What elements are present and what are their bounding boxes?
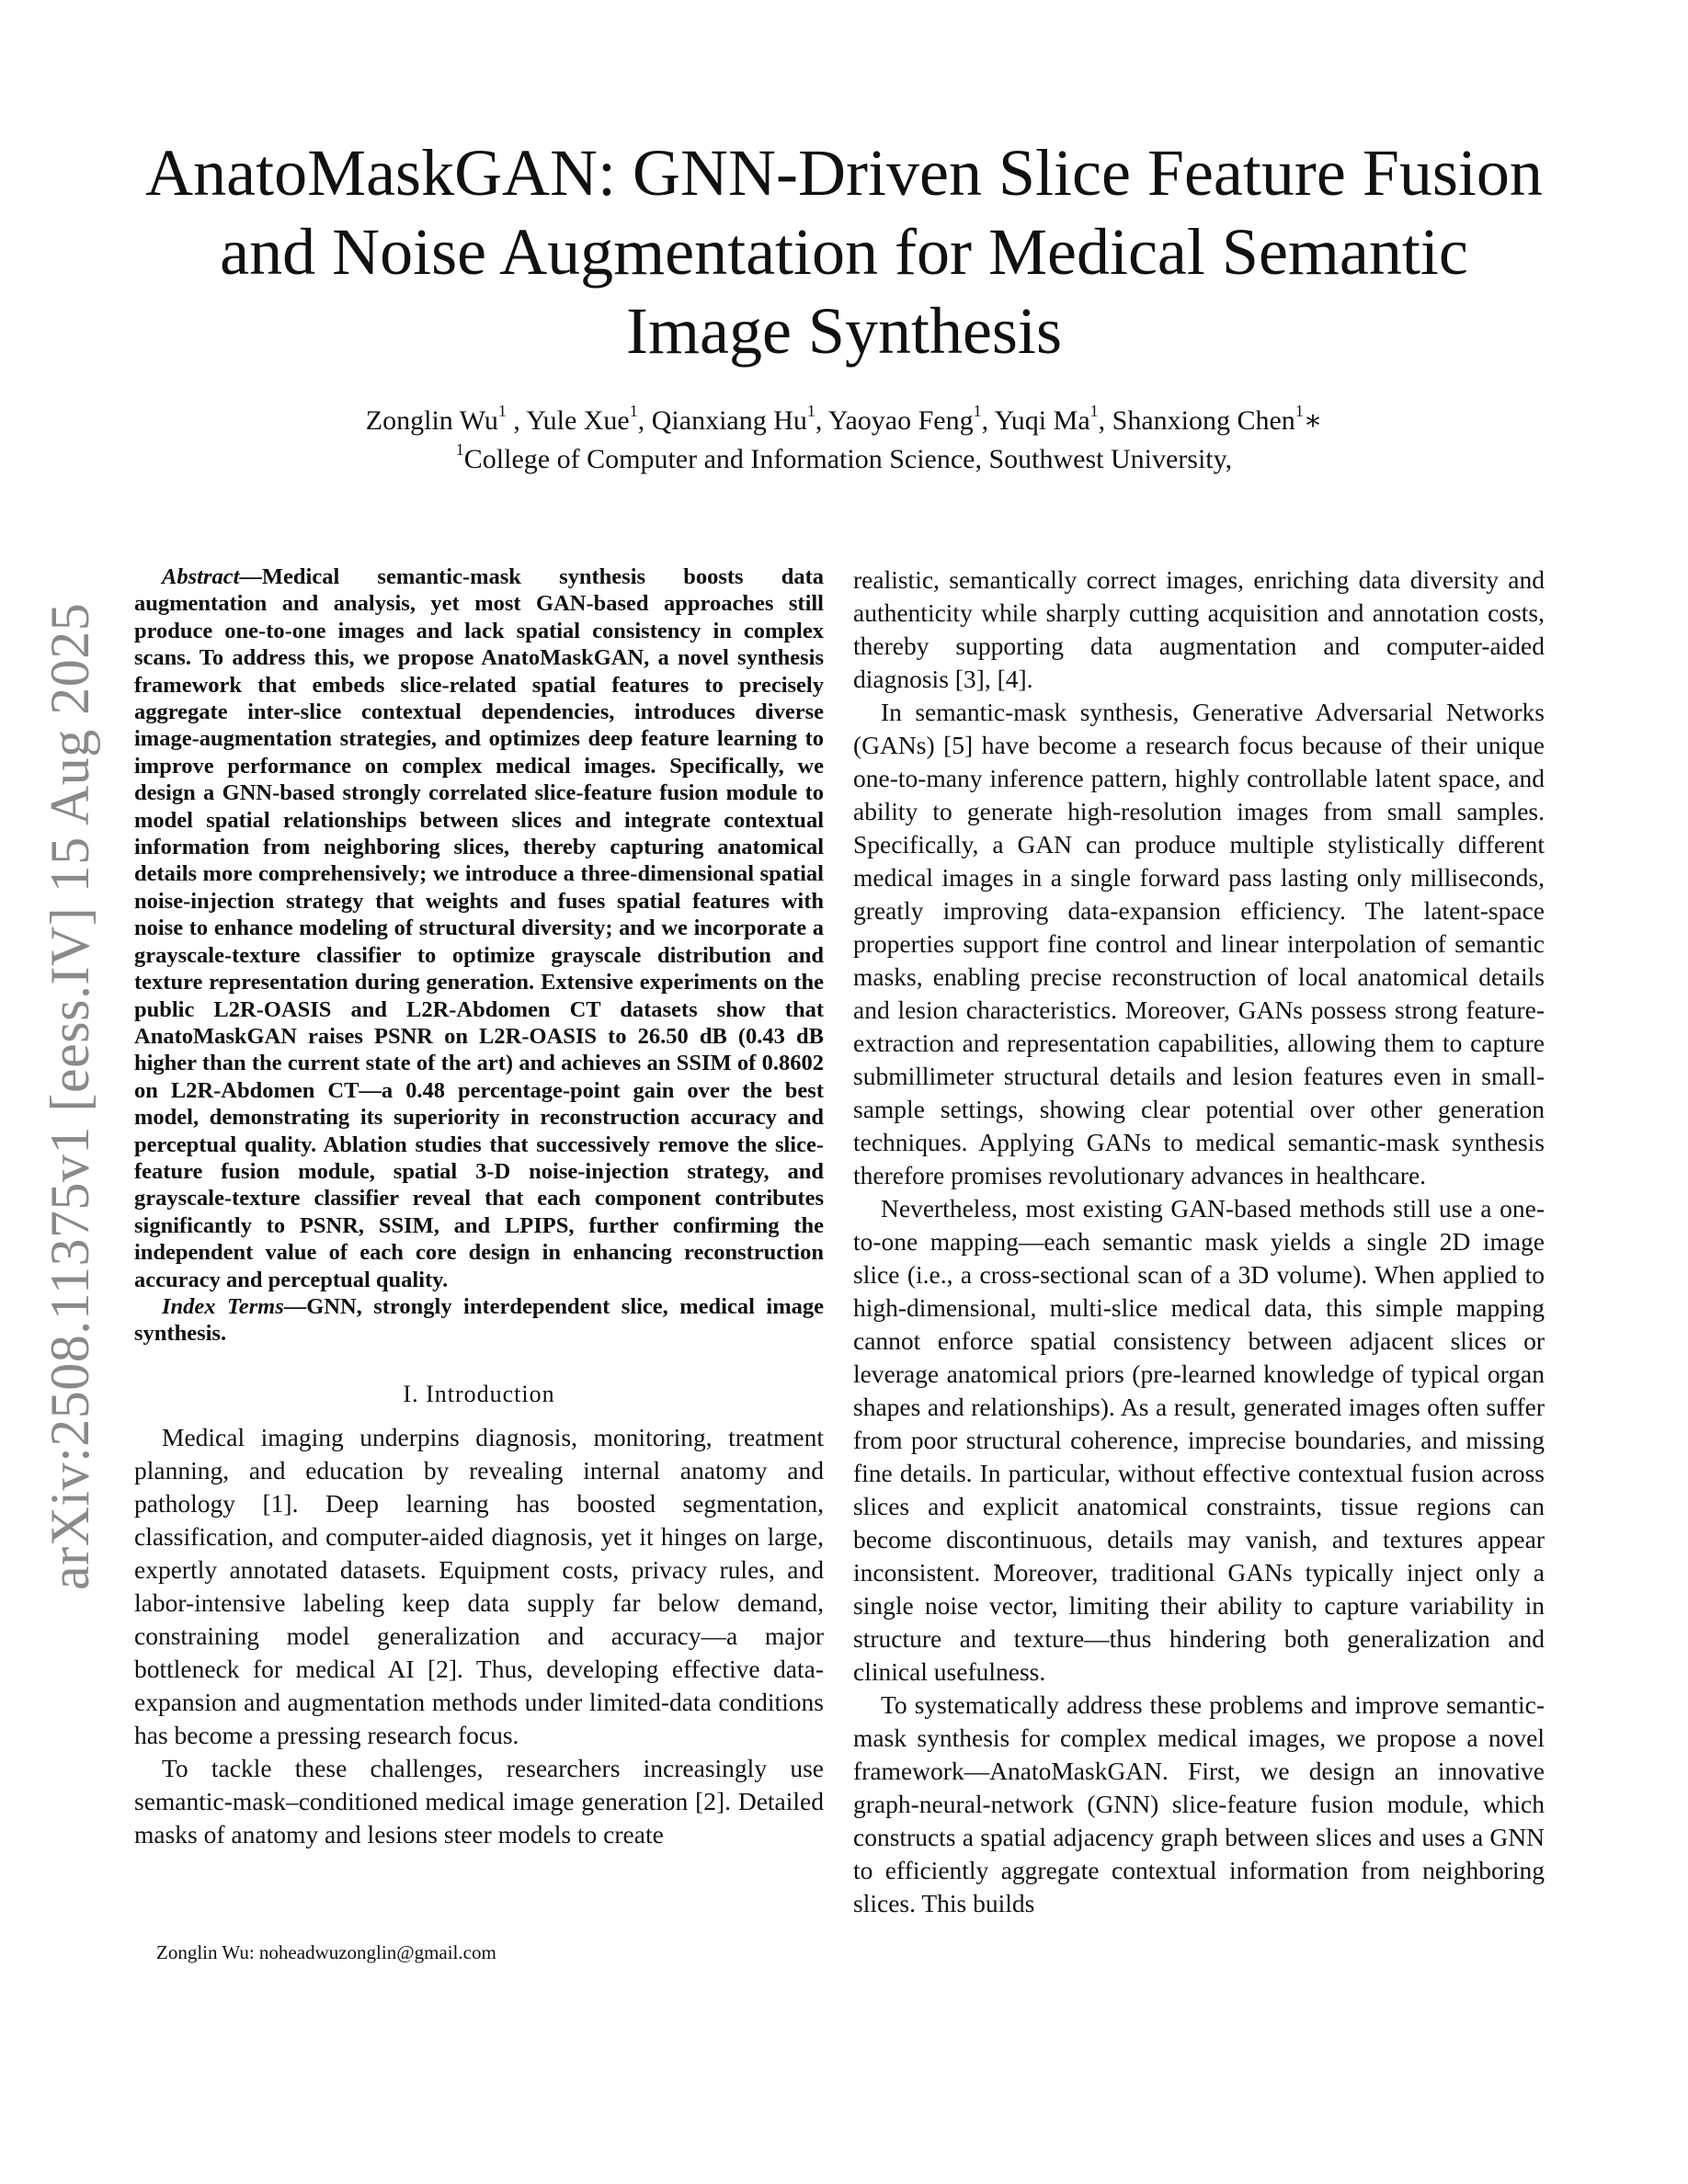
affiliation [92, 441, 1596, 478]
author: Yuqi Ma$^1$, [994, 402, 1112, 436]
title-line-2: and Noise Augmentation for Medical Semantic [220, 215, 1468, 289]
paragraph: To tackle these challenges, researchers increasingly use semantic-mask–conditioned medical image generation [2]. Detailed masks of anatomy and lesions steer models to create [134, 1753, 824, 1848]
left-column [134, 563, 824, 1851]
abstract [134, 563, 824, 1293]
author: Zonglin Wu$^1$ , [365, 402, 527, 436]
paper-title [92, 133, 1596, 370]
paragraph: Nevertheless, most existing GAN-based methods still use a one-to-one mapping—each semantic mask yields a single 2D image slice (i.e., a cross-sectional scan of a 3D volume). When applied to high-dimensional, multi-slice medical data, this simple mapping cannot enforce spatial consistency between adjacent slices or leverage anatomical priors (pre-learned knowledge of typical organ shapes and relationships). As a result, generated images often suffer from poor structural coherence, imprecise boundaries, and missing fine details. In particular, without effective contextual fusion across slices and explicit anatomical constraints, tissue regions can become discontinuous, details may vanish, and textures appear inconsistent. Moreover, traditional GANs typically inject only a single noise vector, limiting their ability to capture variability in structure and texture—thus hindering both generalization and clinical usefulness. [853, 1194, 1545, 1686]
affiliation-text: College of Computer and Information Science, Southwest University, [463, 444, 1233, 474]
title-line-1: AnatoMaskGAN: GNN-Driven Slice Feature Fusion [145, 136, 1543, 210]
index-terms-text: —GNN, strongly interdependent slice, medical image synthesis. [134, 1293, 824, 1347]
author: Shanxiong Chen$^1$∗ [1112, 402, 1323, 436]
abstract-text: —Medical semantic-mask synthesis boosts data augmentation and analysis, yet most GAN-based approaches still produce one-to-one images and lack spatial consistency in complex scans. To address this, we propose AnatoMaskGAN, a novel synthesis framework that embeds slice-related spatial features to precisely aggregate inter-slice contextual dependencies, introduces diverse image-augmentation strategies, and optimizes deep feature learning to improve performance on complex medical images. Specifically, we design a GNN-based strongly correlated slice-feature fusion module to model spatial relationships between slices and integrate contextual information from neighboring slices, thereby capturing anatomical details more comprehensively; we introduce a three-dimensional spatial noise-injection strategy that weights and fuses spatial features with noise to enhance modeling of structural diversity; and we incorporate a grayscale-texture classifier to optimize grayscale distribution and texture representation during generation. Extensive experiments on the public L2R-OASIS and L2R-Abdomen CT datasets show that AnatoMaskGAN raises PSNR on L2R-OASIS to 26.50 dB (0.43 dB higher than the current state of the art) and achieves an SSIM of 0.8602 on L2R-Abdomen CT—a 0.48 percentage-point gain over the best model, demonstrating its superiority in reconstruction accuracy and perceptual quality. Ablation studies that successively remove the slice-feature fusion module, spatial 3-D noise-injection strategy, and grayscale-texture classifier reveal that each component contributes significantly to PSNR, SSIM, and LPIPS, further confirming the independent value of each core design in enhancing reconstruction accuracy and perceptual quality. [134, 564, 824, 1292]
index-terms-label: Index Terms [162, 1293, 284, 1319]
paragraph: Medical imaging underpins diagnosis, monitoring, treatment planning, and education by revealing internal anatomy and pathology [1]. Deep learning has boosted segmentation, classification, and computer-aided diagnosis, yet it hinges on large, expertly annotated datasets. Equipment costs, privacy rules, and labor-intensive labeling keep data supply far below demand, constraining model generalization and accuracy—a major bottleneck for medical AI [2]. Thus, developing effective data-expansion and augmentation methods under limited-data conditions has become a pressing research focus. [134, 1422, 824, 1749]
author: Qianxiang Hu$^1$, [651, 402, 828, 436]
author: Yaoyao Feng$^1$, [827, 402, 995, 436]
title-line-3: Image Synthesis [626, 294, 1062, 368]
footnote: Zonglin Wu: noheadwuzonglin@gmail.com [156, 1941, 496, 1963]
author-list [92, 403, 1596, 439]
arxiv-side-stamp: arXiv:2508.11375v1 [eess.IV] 15 Aug 2025 [40, 602, 100, 1590]
affiliation-marker: 1 [455, 440, 464, 460]
paragraph: To systematically address these problems and improve semantic-mask synthesis for complex medical images, we propose a novel framework—AnatoMaskGAN. First, we design an innovative graph-neural-network (GNN) slice-feature fusion module, which constructs a spatial adjacency graph between slices and uses a GNN to efficiently aggregate contextual information from neighboring slices. This builds [853, 1690, 1545, 1917]
paragraph: In semantic-mask synthesis, Generative Adversarial Networks (GANs) [5] have become a research focus because of their unique one-to-many inference pattern, highly controllable latent space, and ability to generate high-resolution images from small samples. Specifically, a GAN can produce multiple stylistically different medical images in a single forward pass lasting only milliseconds, greatly improving data-expansion efficiency. The latent-space properties support fine control and linear interpolation of semantic masks, enabling precise reconstruction of local anatomical details and lesion characteristics. Moreover, GANs possess strong feature-extraction and representation capabilities, allowing them to capture submillimeter structural details and lesion features even in small-sample settings, showing clear potential over other generation techniques. Applying GANs to medical semantic-mask synthesis therefore promises revolutionary advances in healthcare. [853, 698, 1545, 1189]
abstract-label: Abstract [162, 564, 240, 589]
paragraph: realistic, semantically correct images, enriching data diversity and authenticity while sharply cutting acquisition and annotation costs, thereby supporting data augmentation and computer-aided diagnosis [3], [4]. [853, 565, 1545, 693]
author: Yule Xue$^1$, [526, 402, 652, 436]
index-terms [134, 1293, 824, 1348]
right-column [853, 563, 1545, 1920]
section-heading-introduction: I. Introduction [403, 1380, 555, 1407]
